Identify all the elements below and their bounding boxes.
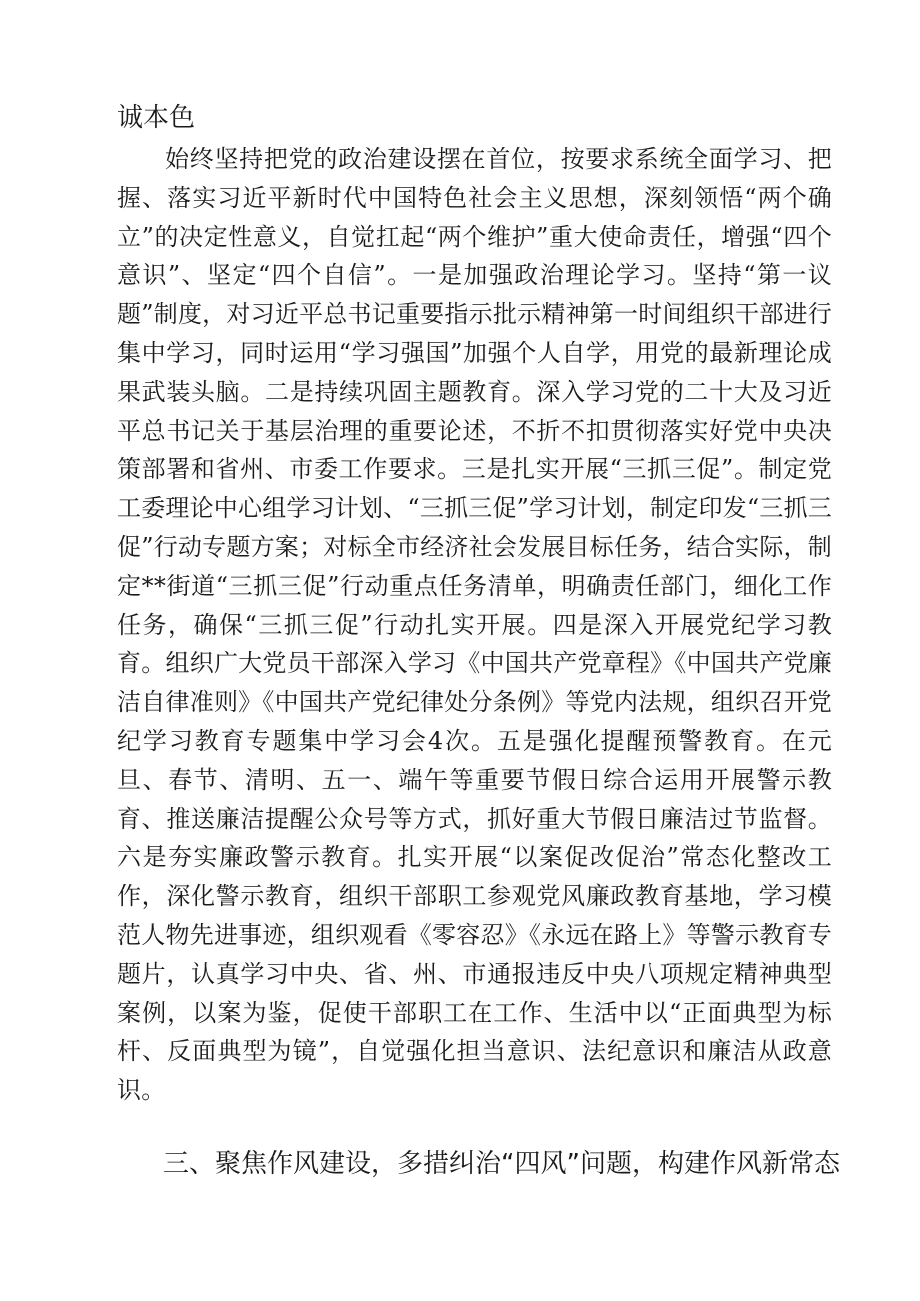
section-heading: 三、聚焦作风建设，多措纠治“四风”问题，构建作风新常态 — [163, 1149, 840, 1179]
section-heading-fragment: 诚本色 — [117, 103, 196, 133]
body-paragraph: 始终坚持把党的政治建设摆在首位，按要求系统全面学习、把握、落实习近平新时代中国特色社会主义思想，深刻领悟“两个确立”的决定性意义，自觉扛起“两个维护”重大使命责任，增强“四个意识”、坚定“四个自信”。一是加强政治理论学习。坚持“第一议题”制度，对习近平总书记重要指示批示精神第一时间组织干部进行集中学习，同时运用“学习强国”加强个人自学，用党的最新理论成果武装头脑。二是持续巩固主题教育。深入学习党的二十大及习近平总书记关于基层治理的重要论述，不折不扣贯彻落实好党中央决策部署和省州、市委工作要求。三是扎实开展“三抓三促”。制定党工委理论中心组学习计划、“三抓三促”学习计划，制定印发“三抓三促”行动专题方案；对标全市经济社会发展目标任务，结合实际，制定**街道“三抓三促”行动重点任务清单，明确责任部门，细化工作任务，确保“三抓三促”行动扎实开展。四是深入开展党纪学习教育。组织广大党员干部深入学习《中国共产党章程》《中国共产党廉洁自律准则》《中国共产党纪律处分条例》等党内法规，组织召开党纪学习教育专题集中学习会4次。五是强化提醒预警教育。在元旦、春节、清明、五一、端午等重要节假日综合运用开展警示教育、推送廉洁提醒公众号等方式，抓好重大节假日廉洁过节监督。六是夯实廉政警示教育。扎实开展“以案促改促治”常态化整改工作，深化警示教育，组织干部职工参观党风廉政教育基地，学习模范人物先进事迹，组织观看《零容忍》《永远在路上》等警示教育专题片，认真学习中央、省、州、市通报违反中央八项规定精神典型案例，以案为鉴，促使干部职工在工作、生活中以“正面典型为标杆、反面典型为镜”，自觉强化担当意识、法纪意识和廉洁从政意识。 — [117, 145, 833, 1105]
